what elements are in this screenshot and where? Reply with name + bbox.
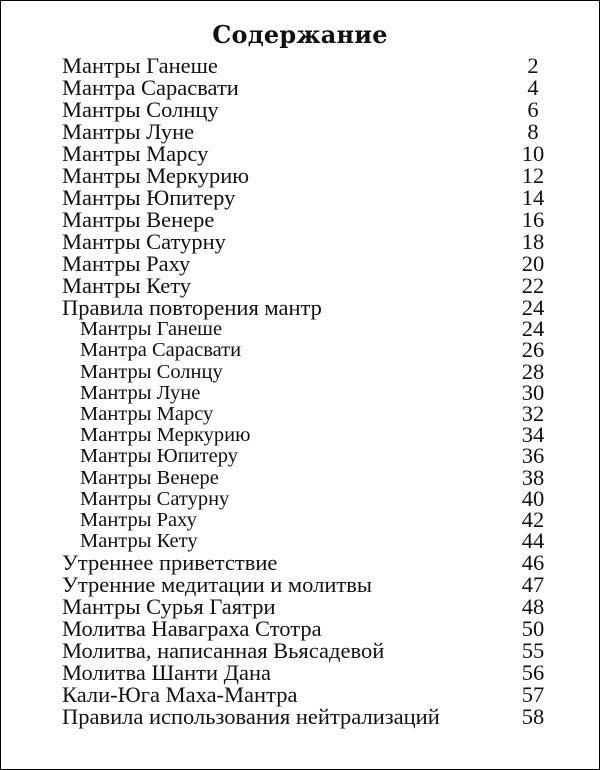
toc-entry[interactable] [62,253,550,275]
toc-entry-label: Правила использования нейтрализаций [62,704,440,730]
toc-entry-label: Мантры Кету [62,273,192,298]
toc-subentry[interactable] [62,358,550,384]
toc-subentry[interactable] [62,485,550,511]
toc-subentry[interactable] [62,379,550,405]
toc-subentry[interactable] [62,506,550,532]
page-title: Содержание [212,20,388,49]
toc-subentry-label: Мантры Марсу [80,402,214,425]
toc-entry[interactable] [62,684,550,706]
toc-entry-page: 55 [521,638,545,664]
toc-subentry[interactable] [62,528,550,554]
toc-entry-label: Мантры Ганеше [62,53,218,78]
toc-subentry-page: 38 [521,464,545,490]
toc-entry[interactable] [62,640,550,662]
toc-entry-page: 6 [527,97,539,122]
toc-entry[interactable] [62,618,550,640]
toc-entry[interactable] [62,706,550,728]
toc-subentry[interactable] [62,464,550,490]
toc-subentry-page: 32 [521,400,545,426]
toc-subentry-page: 34 [521,422,545,448]
toc-entry-label: Мантры Юпитеру [62,185,236,210]
toc-entry[interactable] [62,99,550,121]
toc-entry-page: 16 [521,207,545,232]
toc-subentry-label: Мантры Раху [80,508,197,531]
toc-entry-page: 46 [521,550,545,576]
toc-entry[interactable] [62,275,550,297]
toc-subentry[interactable] [62,422,550,448]
toc-entry[interactable] [62,121,550,143]
toc-subentry[interactable] [62,316,550,342]
toc-entry-page: 22 [521,273,545,298]
toc-subentry-label: Мантры Луне [80,381,201,404]
toc-subentry-page: 44 [521,528,545,554]
toc-entry-page: 18 [521,229,545,254]
toc-entry-label: Правила повторения мантр [62,295,322,320]
toc-entry-label: Мантры Марсу [62,141,209,166]
toc-entry-page: 12 [521,163,545,188]
toc-entry-page: 4 [527,75,539,100]
toc-entry-label: Утренние медитации и молитвы [62,572,372,598]
toc-entry[interactable] [62,574,550,596]
toc-subentry-label: Мантры Солнцу [80,360,223,383]
toc-subentry-label: Мантры Юпитеру [80,445,238,468]
toc-entry-label: Мантры Венере [62,207,215,232]
toc-entry-label: Мантры Сурья Гаятри [62,594,276,620]
toc-entry[interactable] [62,209,550,231]
toc-entry[interactable] [62,55,550,77]
toc-entry-label: Молитва Наваграха Стотра [62,616,322,642]
toc-entry-page: 58 [521,704,545,730]
toc-entry[interactable] [62,143,550,165]
toc-entry-page: 14 [521,185,545,210]
toc-entry-page: 20 [521,251,545,276]
toc-entry-page: 48 [521,594,545,620]
table-of-contents [62,55,550,728]
toc-entry[interactable] [62,596,550,618]
toc-entry-label: Молитва Шанти Дана [62,660,272,686]
toc-entry-label: Мантры Луне [62,119,195,144]
toc-subentry-page: 40 [521,485,545,511]
toc-entry-label: Кали-Юга Маха-Мантра [62,682,298,708]
toc-subentry-page: 30 [521,379,545,405]
toc-entry-label: Мантры Солнцу [62,97,219,122]
toc-subentry-label: Мантры Кету [80,530,198,553]
toc-subentry-label: Мантры Ганеше [80,318,223,341]
toc-entry[interactable] [62,187,550,209]
toc-entry-page: 47 [521,572,545,598]
toc-entry-page: 2 [527,53,539,78]
toc-entry-label: Мантра Сарасвати [62,75,239,100]
toc-subentry-page: 24 [521,316,545,342]
toc-subentry-page: 36 [521,443,545,469]
toc-entry-page: 50 [521,616,545,642]
toc-subentry-label: Мантры Венере [80,466,219,489]
toc-subentry-page: 42 [521,506,545,532]
toc-entry-page: 24 [521,295,545,320]
toc-subentry-label: Мантры Сатурну [80,487,230,510]
toc-entry-label: Мантры Раху [62,251,191,276]
toc-entry[interactable] [62,231,550,253]
toc-entry[interactable] [62,77,550,99]
toc-entry-page: 57 [521,682,545,708]
toc-entry[interactable] [62,297,550,319]
toc-entry[interactable] [62,165,550,187]
toc-entry-page: 10 [521,141,545,166]
toc-entry-label: Утреннее приветствие [62,550,278,576]
toc-subentry-label: Мантры Меркурию [80,424,251,447]
toc-entry-label: Молитва, написанная Вьясадевой [62,638,385,664]
toc-entry-page: 56 [521,660,545,686]
toc-entry-page: 8 [527,119,539,144]
toc-subentry[interactable] [62,400,550,426]
toc-entry-label: Мантры Меркурию [62,163,250,188]
toc-entry[interactable] [62,552,550,574]
toc-subentry-page: 28 [521,358,545,384]
toc-entry[interactable] [62,662,550,684]
toc-subentry-label: Мантра Сарасвати [80,339,242,362]
toc-subentry[interactable] [62,337,550,363]
toc-subentry[interactable] [62,443,550,469]
toc-entry-label: Мантры Сатурну [62,229,226,254]
toc-subentry-page: 26 [521,337,545,363]
